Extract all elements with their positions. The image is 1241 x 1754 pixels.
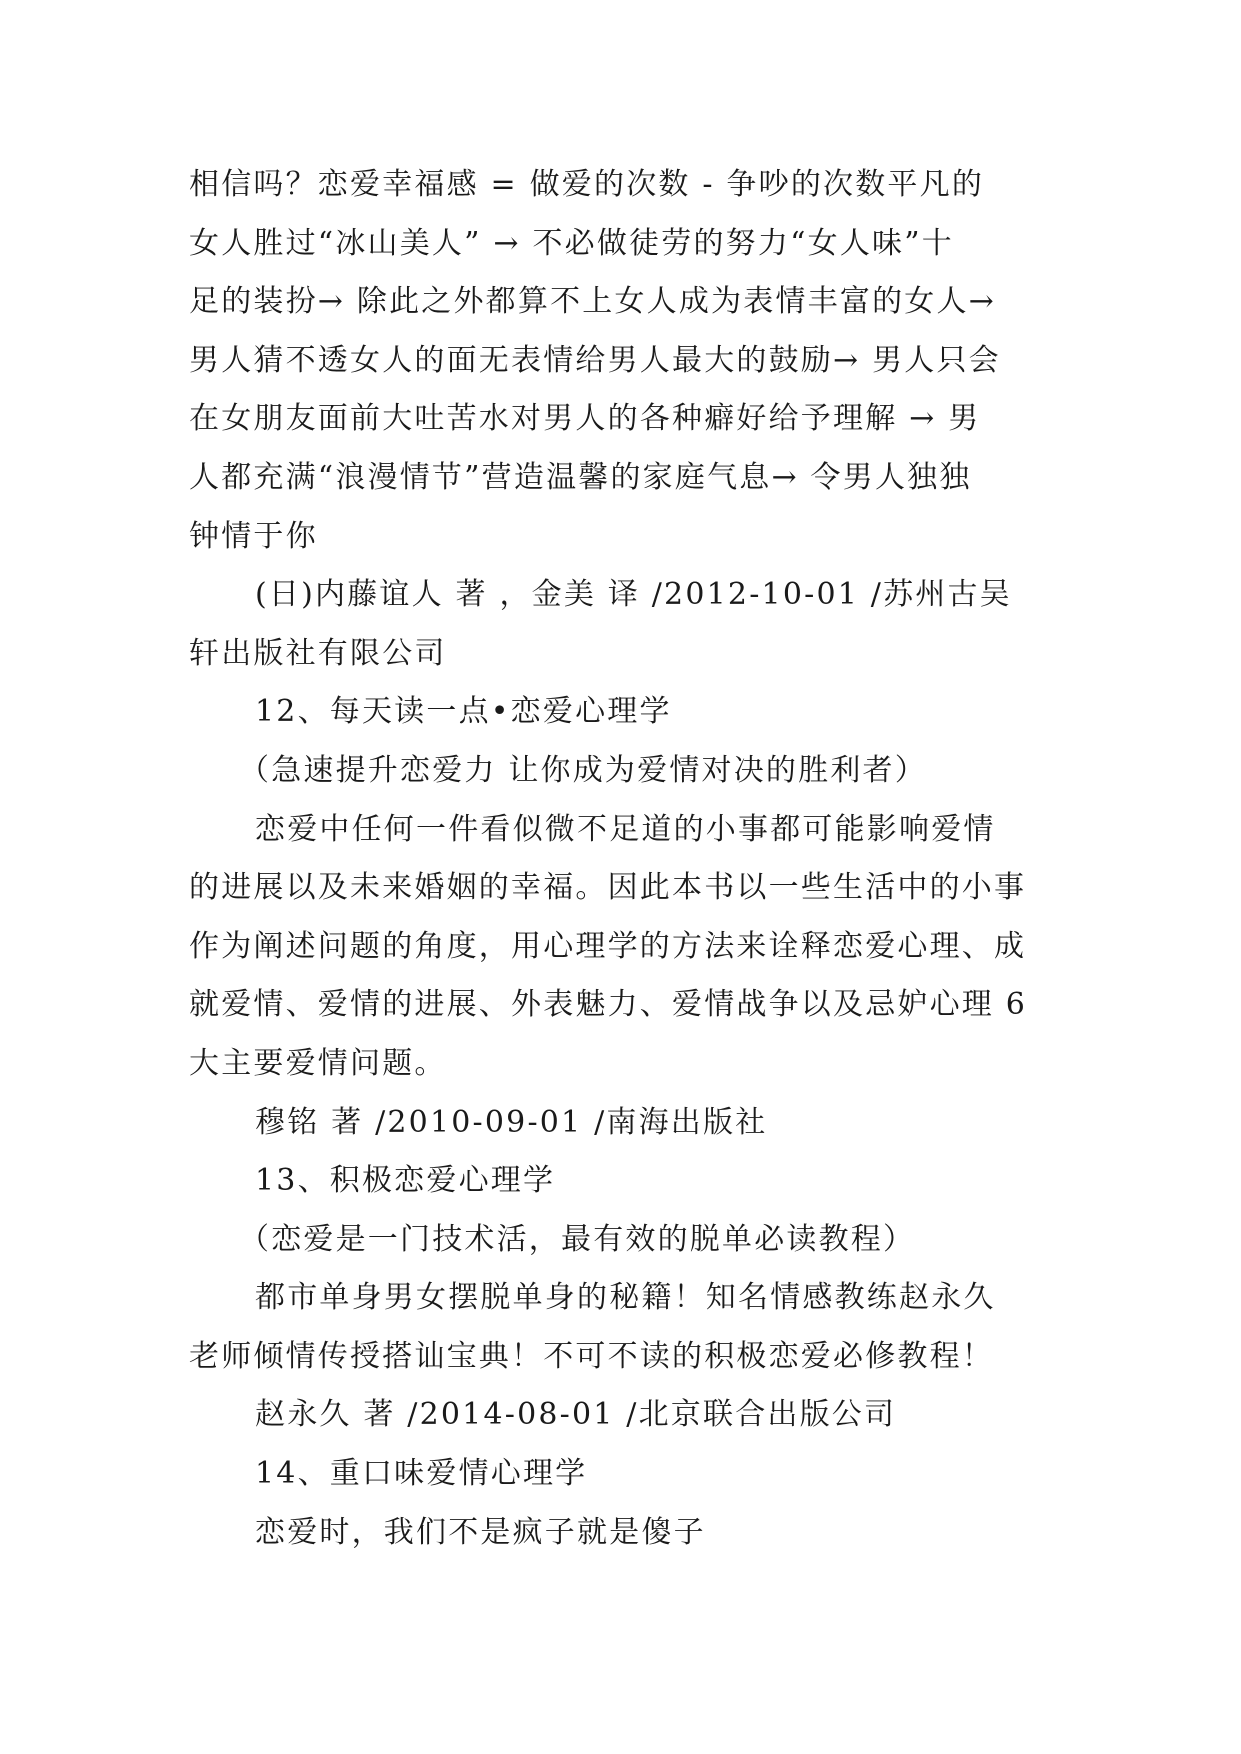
text-line: 都市单身男女摆脱单身的秘籍！知名情感教练赵永久 (255, 1280, 996, 1316)
text-line: 恋爱时，我们不是疯子就是傻子 (255, 1514, 706, 1550)
text-line: 足的装扮→ 除此之外都算不上女人成为表情丰富的女人→ (189, 284, 997, 320)
text-line: 在女朋友面前大吐苦水对男人的各种癖好给予理解 → 男 (189, 401, 981, 437)
document-body (189, 156, 1049, 1562)
book-title-heading: 13、积极恋爱心理学 (255, 1163, 556, 1199)
text-line: 老师倾情传授搭讪宝典！不可不读的积极恋爱必修教程！ (189, 1338, 994, 1374)
text-line: 大主要爱情问题。 (189, 1045, 447, 1081)
book-subtitle: （急速提升恋爱力 让你成为爱情对决的胜利者） (239, 752, 927, 788)
text-line: 就爱情、爱情的进展、外表魅力、爱情战争以及忌妒心理 6 (189, 987, 1028, 1023)
text-line: 恋爱中任何一件看似微不足道的小事都可能影响爱情 (255, 811, 996, 847)
book-credit-line: 穆铭 著 /2010-09-01 /南海出版社 (255, 1104, 768, 1140)
book-subtitle: （恋爱是一门技术活，最有效的脱单必读教程） (239, 1221, 916, 1257)
text-line: 相信吗？恋爱幸福感 = 做爱的次数 - 争吵的次数平凡的 (189, 167, 985, 202)
book-title-heading: 14、重口味爱情心理学 (255, 1456, 588, 1492)
text-line: 人都充满“浪漫情节”营造温馨的家庭气息→ 令男人独独 (189, 459, 972, 495)
book-credit-line: 轩出版社有限公司 (189, 635, 447, 671)
book-title-heading: 12、每天读一点•恋爱心理学 (255, 694, 672, 730)
text-line: 女人胜过“冰山美人” → 不必做徒劳的努力“女人味”十 (189, 225, 954, 261)
text-line: 男人猜不透女人的面无表情给男人最大的鼓励→ 男人只会 (189, 342, 1001, 378)
book-credit-line: 赵永久 著 /2014-08-01 /北京联合出版公司 (255, 1397, 897, 1433)
book-credit-line: (日)内藤谊人 著 ，金美 译 /2012-10-01 /苏州古吴 (255, 577, 1012, 613)
text-line: 钟情于你 (189, 518, 318, 554)
text-line: 作为阐述问题的角度，用心理学的方法来诠释恋爱心理、成 (189, 928, 1027, 964)
text-line: 的进展以及未来婚姻的幸福。因此本书以一些生活中的小事 (189, 870, 1027, 906)
